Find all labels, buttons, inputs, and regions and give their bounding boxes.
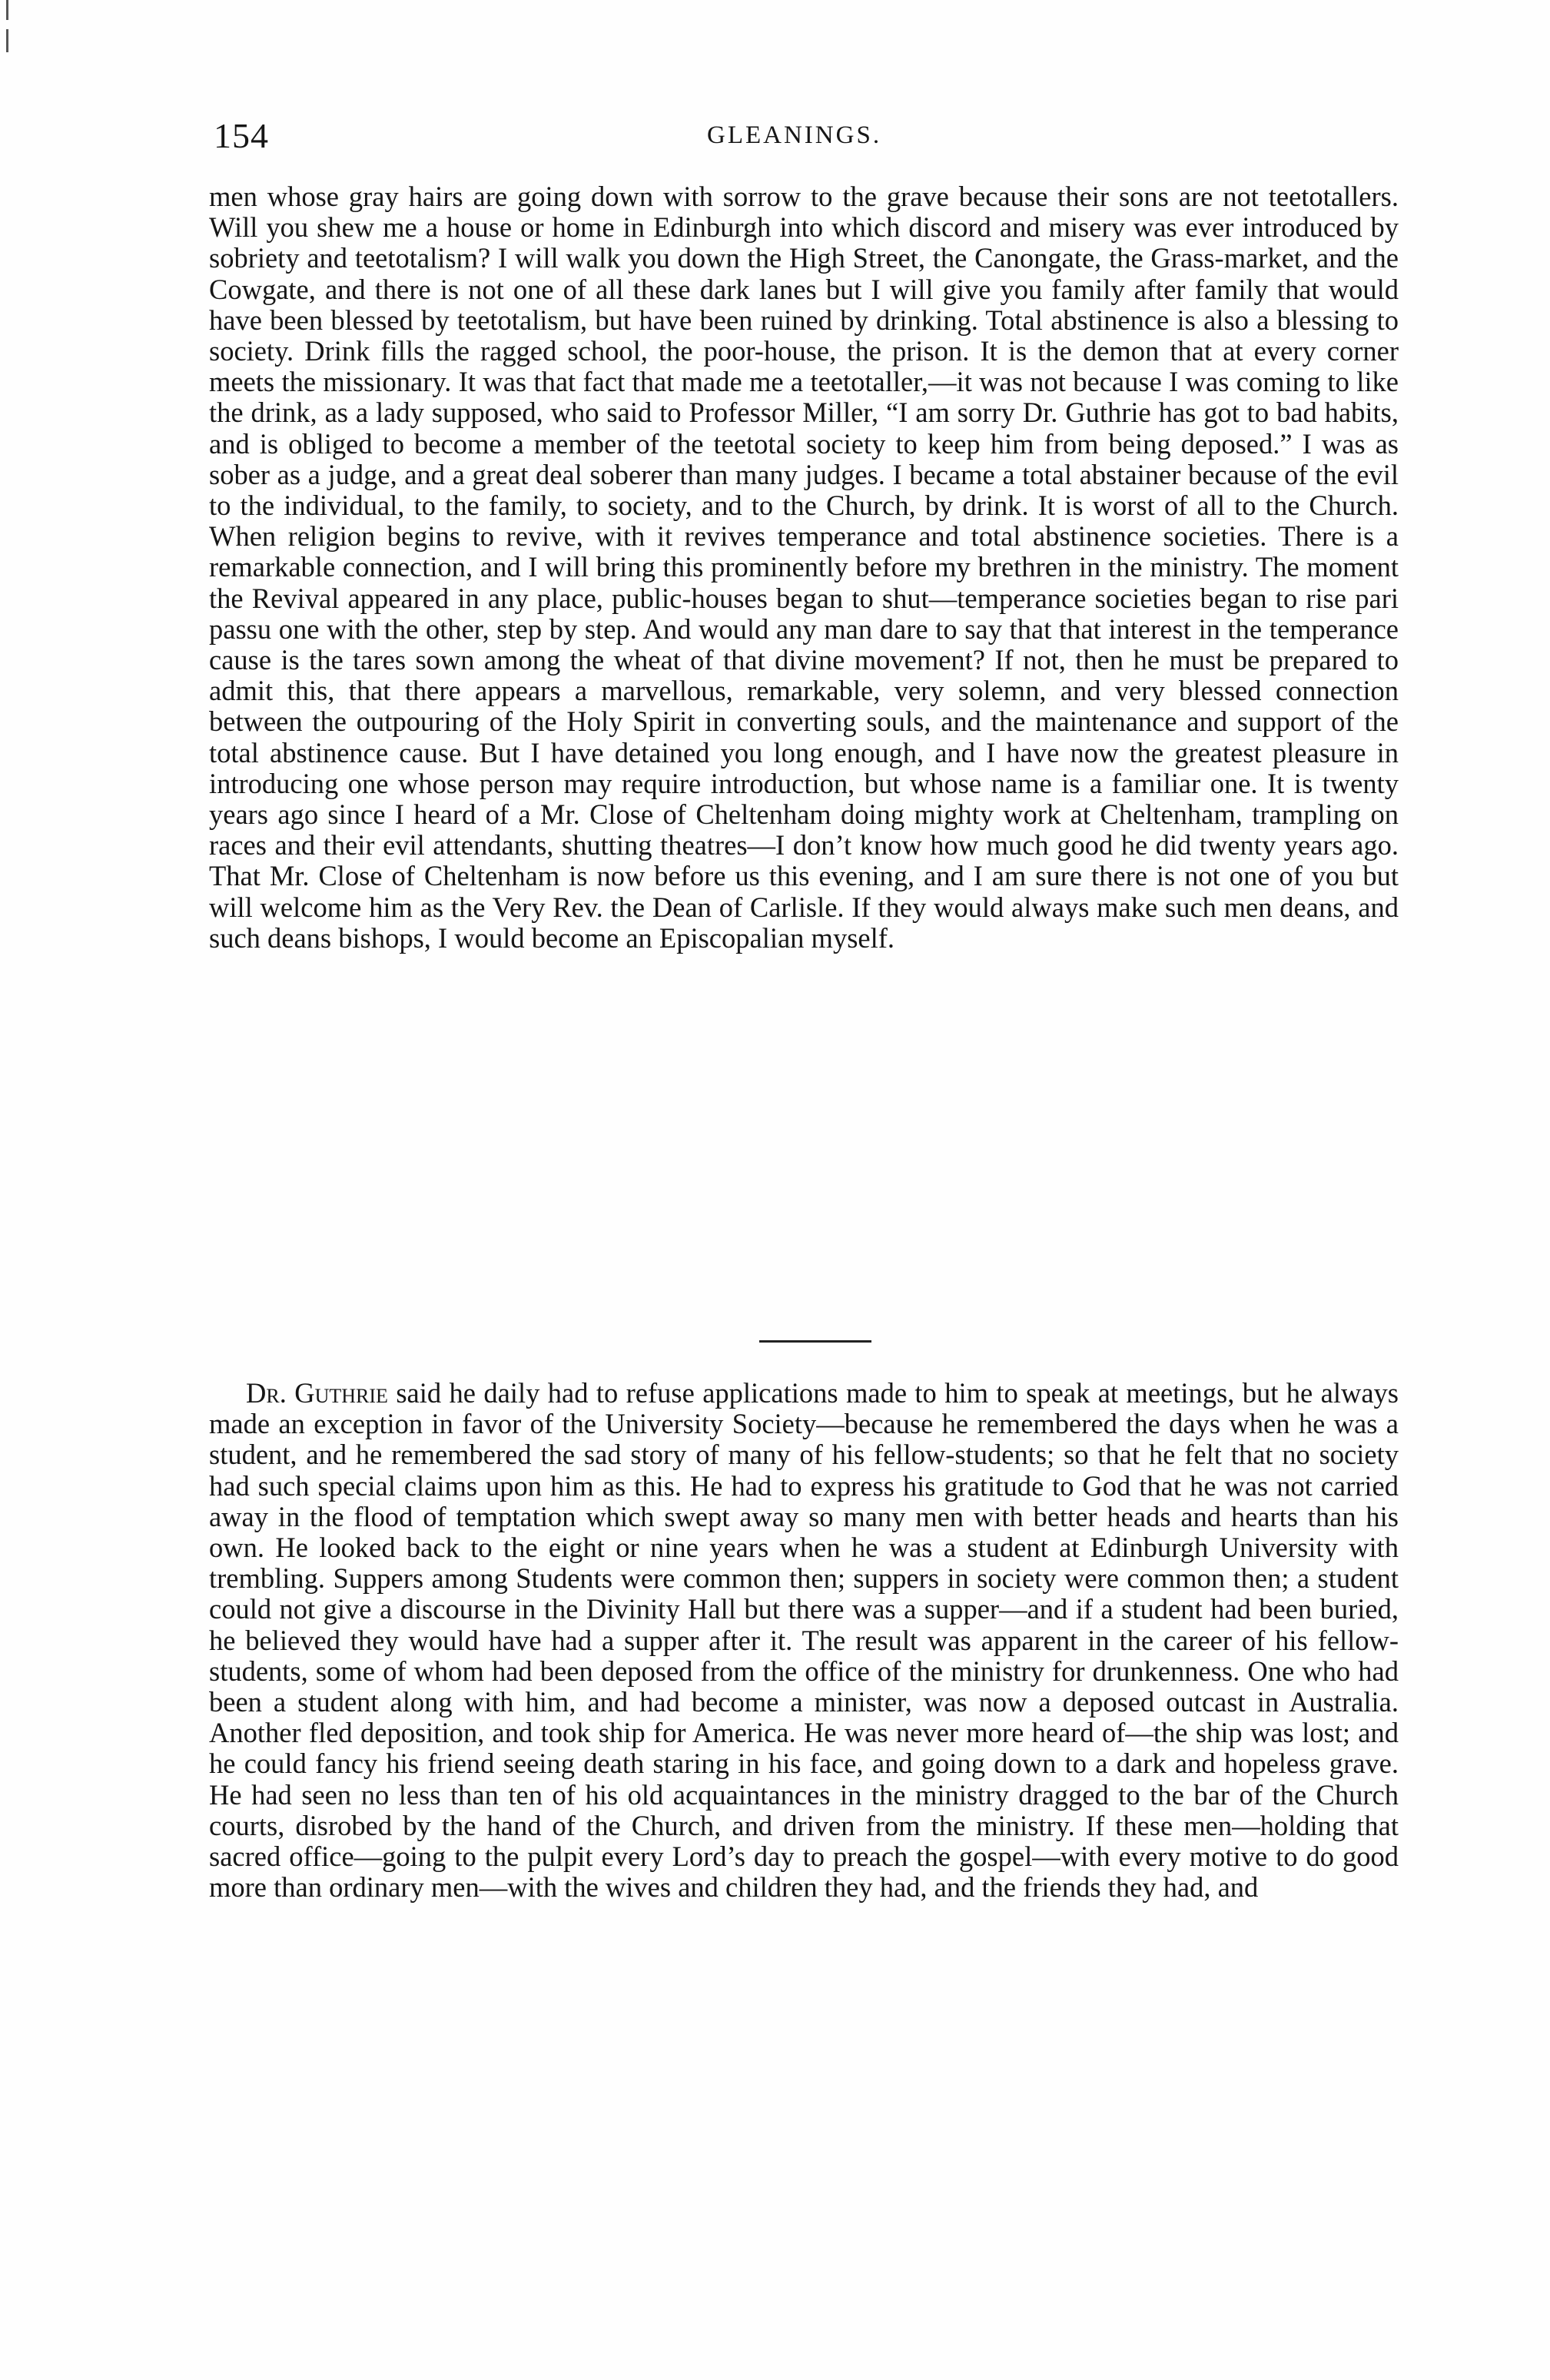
- running-title: GLEANINGS.: [707, 121, 882, 149]
- paragraph: men whose gray hairs are going down with sorrow to the grave because their sons are not teetotallers. Will you shew me a house or home in Edinburgh into which discord and misery was ever introduced by sobriety and teetotalism? I will walk you down the High Street, the Canongate, the Grass-market, and the Cowgate, and there is not one of all these dark lanes but I will give you family after family that would have been blessed by teetotalism, but have been ruined by drinking. Total abstinence is also a blessing to society. Drink fills the ragged school, the poor-house, the prison. It is the demon that at every corner meets the missionary. It was that fact that made me a teetotaller,—it was not because I was coming to like the drink, as a lady supposed, who said to Professor Miller, “I am sorry Dr. Guthrie has got to bad habits, and is obliged to become a member of the teetotal society to keep him from being deposed.” I was as sober as a judge, and a great deal soberer than many judges. I became a total abstainer because of the evil to the individual, to the family, to society, and to the Church, by drink. It is worst of all to the Church. When religion begins to revive, with it revives temperance and total abstinence societies. There is a remarkable connection, and I will bring this prominently before my brethren in the ministry. The moment the Revival appeared in any place, public-houses began to shut—temperance societies began to rise pari passu one with the other, step by step. And would any man dare to say that that interest in the temperance cause is the tares sown among the wheat of that divine movement? If not, then he must be prepared to admit this, that there appears a marvellous, remarkable, very solemn, and very blessed connection between the outpouring of the Holy Spirit in converting souls, and the maintenance and support of the total abstinence cause. But I have detained you long enough, and I have now the greatest pleasure in introducing one whose person may require introduction, but whose name is a familiar one. It is twenty years ago since I heard of a Mr. Close of Cheltenham doing mighty work at Cheltenham, trampling on races and their evil attendants, shutting theatres—I don’t know how much good he did twenty years ago. That Mr. Close of Cheltenham is now before us this evening, and I am sure there is not one of you but will welcome him as the Very Rev. the Dean of Carlisle. If they would always make such men deans, and such deans bishops, I would become an Episcopalian myself.: [209, 181, 1399, 954]
- speaker-name: Dr. Guthrie: [246, 1377, 388, 1409]
- page-number: 154: [214, 116, 269, 155]
- passage-continued-speech: [209, 181, 1399, 954]
- paragraph: [209, 1378, 1399, 1903]
- section-divider: [759, 1340, 871, 1343]
- passage-guthrie-report: [209, 1378, 1399, 1903]
- scan-edge-mark: [6, 29, 8, 52]
- scan-edge-mark: [6, 0, 8, 20]
- paragraph-text: said he daily had to refuse applications made to him to speak at meetings, but he always made an exception in favor of the University Society—because he remembered the days when he was a student, and he remembered the sad story of many of his fellow-students; so that he felt that no society had such special claims upon him as this. He had to express his gratitude to God that he was not carried away in the flood of temptation which swept away so many men with better heads and hearts than his own. He looked back to the eight or nine years when he was a student at Edinburgh University with trembling. Suppers among Students were common then; suppers in society were common then; a student could not give a discourse in the Divinity Hall but there was a supper—and if a student had been buried, he believed they would have had a supper after it. The result was apparent in the career of his fellow-students, some of whom had been deposed from the office of the ministry for drunkenness. One who had been a student along with him, and had become a minister, was now a deposed outcast in Australia. Another fled deposition, and took ship for America. He was never more heard of—the ship was lost; and he could fancy his friend seeing death staring in his face, and going down to a dark and hopeless grave. He had seen no less than ten of his old acquaintances in the ministry dragged to the bar of the Church courts, disrobed by the hand of the Church, and driven from the ministry. If these men—holding that sacred office—going to the pulpit every Lord’s day to preach the gospel—with every motive to do good more than ordinary men—with the wives and children they had, and the friends they had, and: [209, 1377, 1399, 1904]
